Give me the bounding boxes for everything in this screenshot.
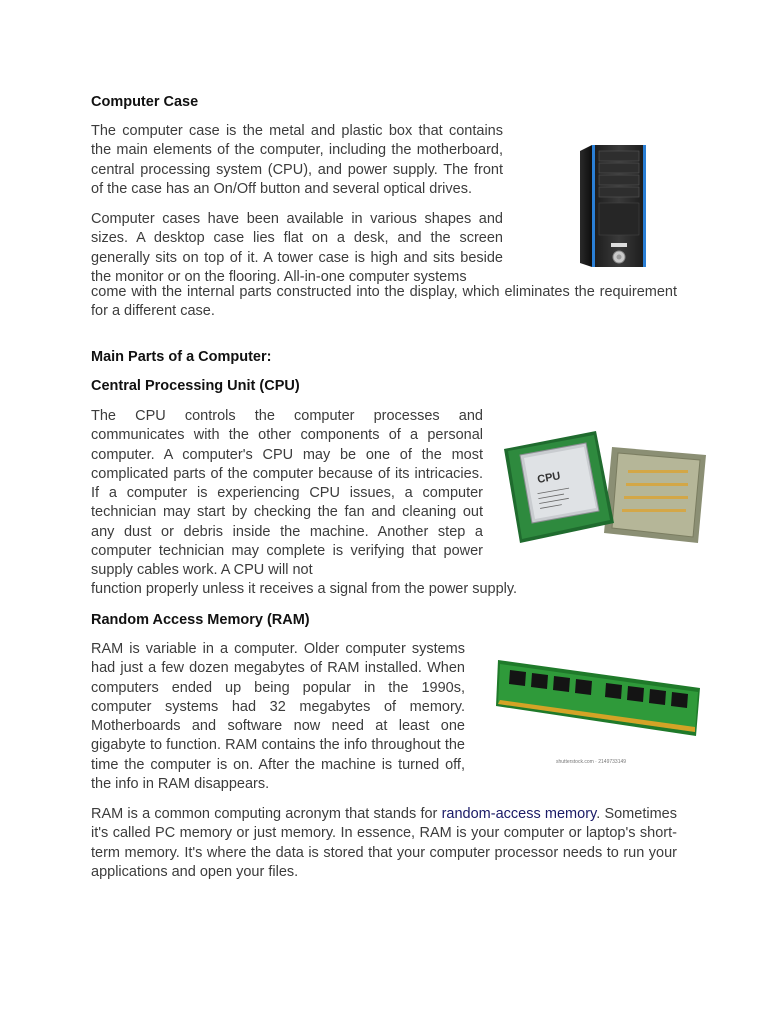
computer-case-heading: Computer Case xyxy=(91,94,199,110)
computer-case-paragraph-2: Computer cases have been available in various shapes and sizes. A desktop case lies flat on a desk, and the screen generally sits on top of it. A tower case is high and sits beside the monitor or on the flooring. All-in-one computer systems xyxy=(91,211,503,285)
cpu-image xyxy=(498,425,714,553)
ram-paragraph-2-lead: RAM is a common computing acronym that stands for xyxy=(91,806,442,822)
ram-paragraph-2-rest: . Sometimes it's called PC memory or just memory. In essence, RAM is your computer or laptop's short-term memory. It's where the data is stored that your computer processor needs to run your applications and open your files. xyxy=(91,806,677,880)
random-access-memory-link[interactable]: random-access memory xyxy=(441,806,597,822)
computer-case-paragraph-2-continued: come with the internal parts constructed into the display, which eliminates the requirement for a different case. xyxy=(91,284,677,320)
ram-paragraph-2 xyxy=(91,805,677,882)
cpu-heading: Central Processing Unit (CPU) xyxy=(91,378,300,394)
ram-paragraph-1: RAM is variable in a computer. Older computer systems had just a few dozen megabytes of RAM installed. When computers ended up being popular in the 1990s, computer systems had 32 megabytes of memory. Motherboards and software now need at least one gigabyte to function. RAM contains the info throughout the time the computer is on. After the machine is turned off, the info in RAM disappears. xyxy=(91,641,465,793)
ram-image-caption: shutterstock.com · 2149733149 xyxy=(556,759,627,765)
computer-case-image xyxy=(578,143,648,271)
cpu-paragraph-continued: function properly unless it receives a signal from the power supply. xyxy=(91,581,518,597)
cpu-paragraph: The CPU controls the computer processes and communicates with the other components of a personal computer. A computer's CPU may be one of the most complicated parts of the computer because of its intricacies. If a computer is experiencing CPU issues, a computer technician may start by checking the fan and cleaning out any dust or debris inside the machine. Another step a computer technician may complete is verifying that power supply cables work. A CPU will not xyxy=(91,408,483,579)
computer-case-paragraph-1: The computer case is the metal and plastic box that contains the main elements of the computer, including the motherboard, central processing system (CPU), and power supply. The front of the case has an On/Off button and several optical drives. xyxy=(91,123,503,197)
ram-heading: Random Access Memory (RAM) xyxy=(91,612,310,628)
cpu-chip-label: CPU xyxy=(536,470,562,486)
main-parts-heading: Main Parts of a Computer: xyxy=(91,349,272,365)
ram-image xyxy=(494,652,704,738)
